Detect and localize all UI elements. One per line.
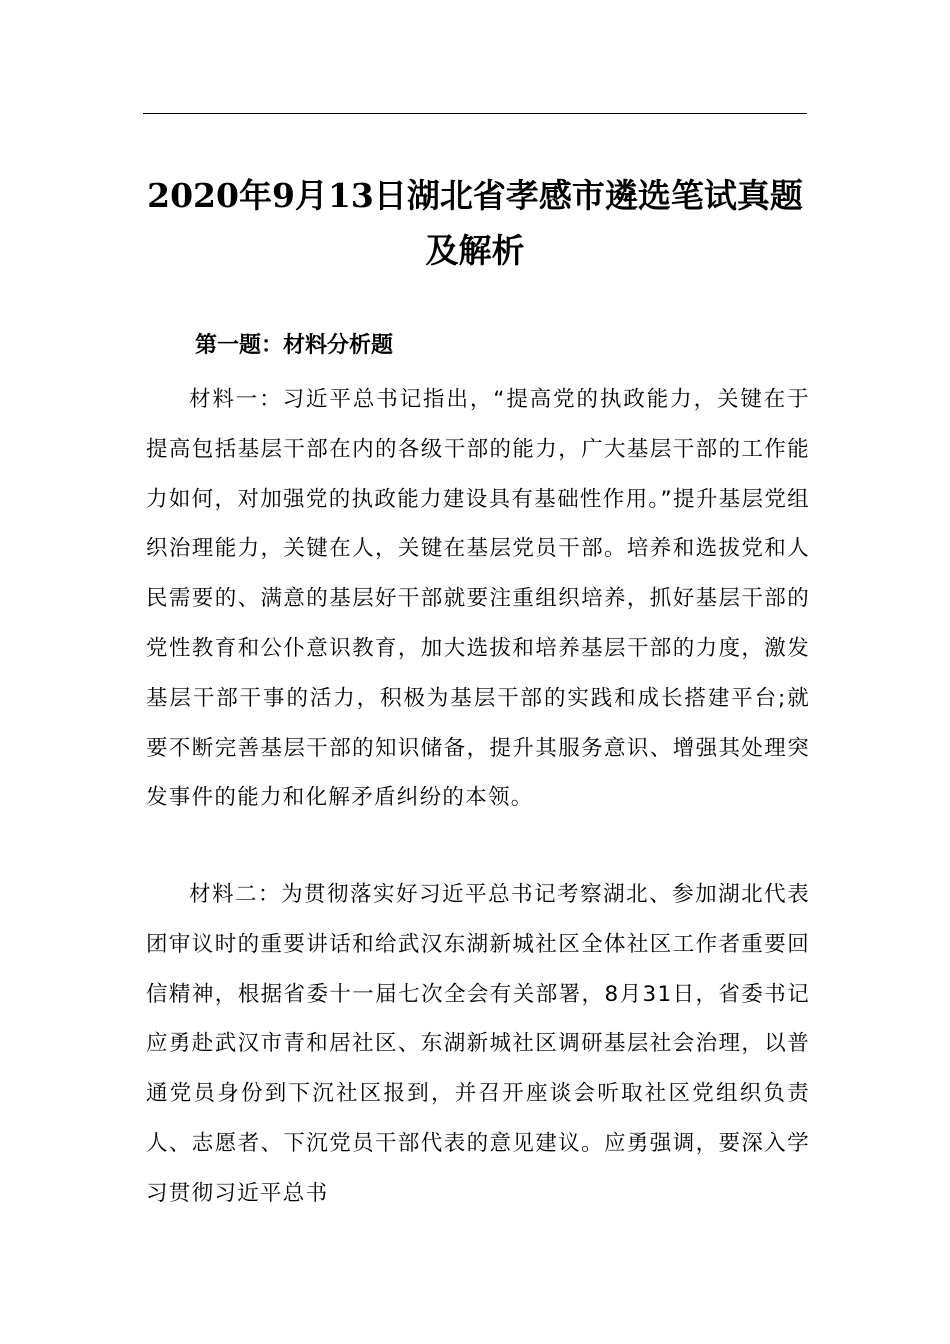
section-heading: 第一题：材料分析题 [195, 333, 394, 358]
paragraph-material-two: 材料二：为贯彻落实好习近平总书记考察湖北、参加湖北代表团审议时的重要讲话和给武汉东湖新城社区全体社区工作者重要回信精神，根据省委十一届七次全会有关部署，8月31日，省委书记应勇赴武汉市青和居社区、东湖新城社区调研基层社会治理，以普通党员身份到下沉社区报到，并召开座谈会听取社区党组织负责人、志愿者、下沉党员干部代表的意见建议。应勇强调，要深入学习贯彻习近平总书 [146, 882, 810, 1206]
document-title: 2020年9月13日湖北省孝感市遴选笔试真题及解析 [147, 176, 803, 270]
paragraph-material-one: 材料一：习近平总书记指出，“提高党的执政能力，关键在于提高包括基层干部在内的各级干部的能力，广大基层干部的工作能力如何，对加强党的执政能力建设具有基础性作用。”提升基层党组织治理能力，关键在人，关键在基层党员干部。培养和选拔党和人民需要的、满意的基层好干部就要注重组织培养，抓好基层干部的党性教育和公仆意识教育，加大选拔和培养基层干部的力度，激发基层干部干事的活力，积极为基层干部的实践和成长搭建平台;就要不断完善基层干部的知识储备，提升其服务意识、增强其处理突发事件的能力和化解矛盾纠纷的本领。 [146, 387, 810, 811]
header-rule [143, 113, 807, 114]
